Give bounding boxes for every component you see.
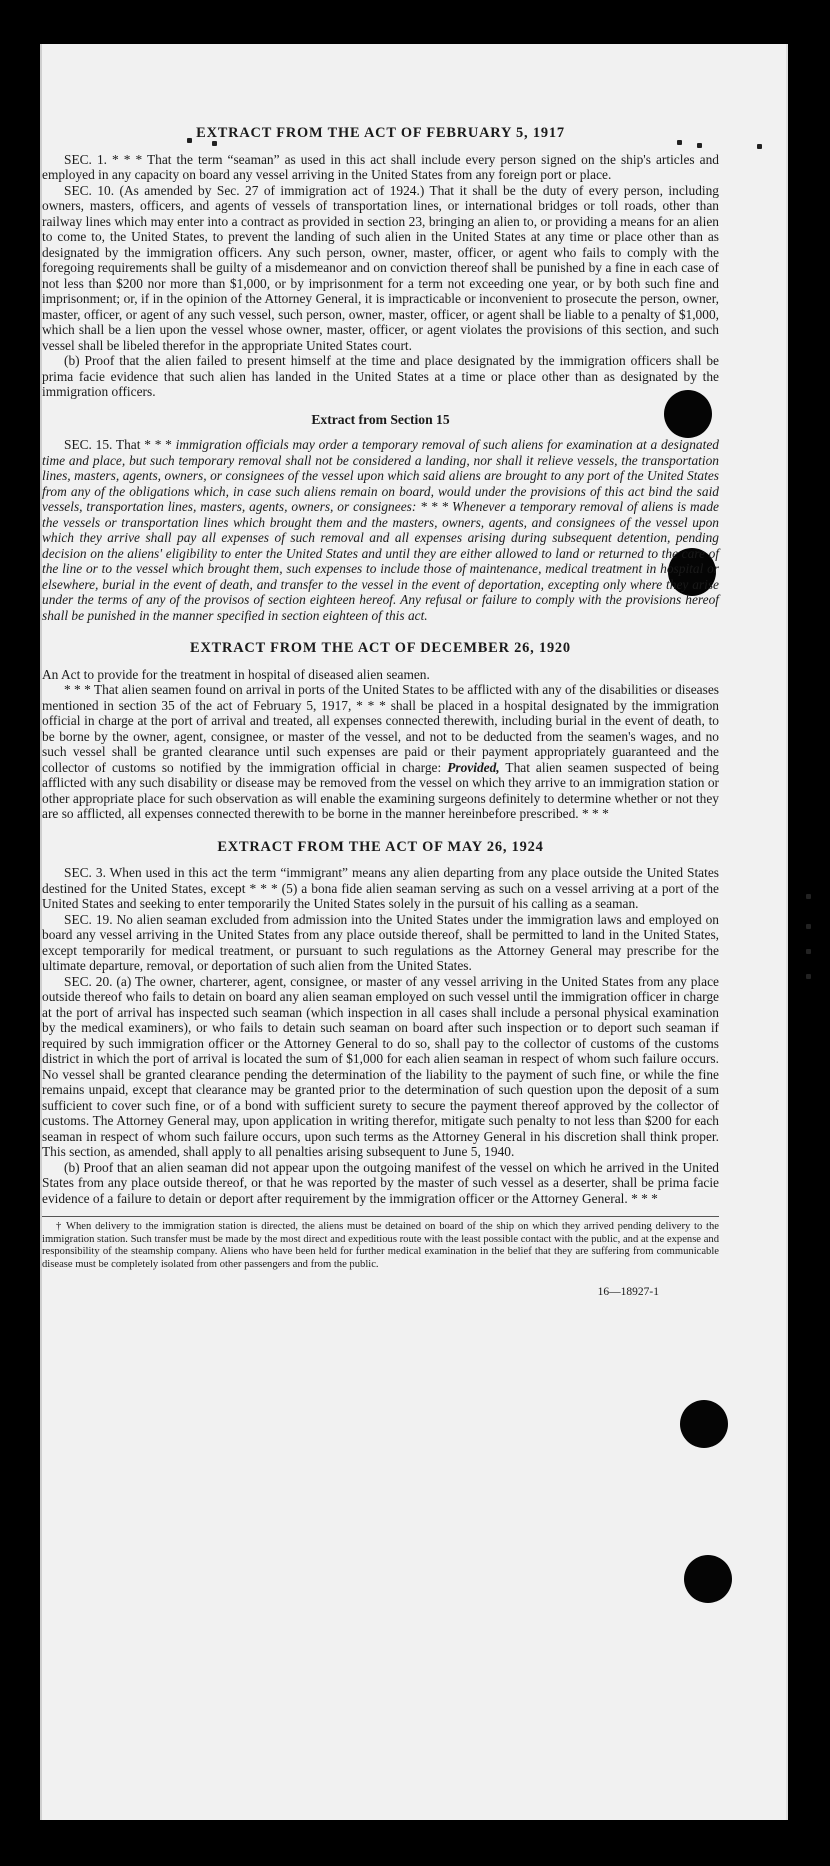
act-1920-paragraph	[42, 682, 719, 822]
punch-hole	[684, 1555, 732, 1603]
scan-mark	[806, 894, 811, 899]
heading-act-1920: EXTRACT FROM THE ACT OF DECEMBER 26, 1920	[190, 640, 571, 656]
section-1-paragraph: SEC. 1. * * * That the term “seaman” as used in this act shall include every person signed on the ship's articles and employed in any capacity on board any vessel arriving in the United States from any foreign port or place.	[42, 151, 719, 182]
act-1920-text-b: That alien seamen suspected of being afflicted with any such disability or disease may be removed from the vessel on which they arrive to an immigration station or other appropriate place for such observation as will enable the examining surgeons definitely to determine whether or not they are so afflicted, all expenses connected therewith to be borne in the manner hereinbefore prescribed. * * *	[42, 759, 719, 821]
punch-hole	[680, 1400, 728, 1448]
footnote-text: † When delivery to the immigration station is directed, the aliens must be detained on board of the ship on which they arrived pending delivery to the immigration station. Such transfer must be made by the most direct and expeditious route with the least possible contact with the public, and at the expense and responsibility of the steamship company. Aliens who have been held for further medical examination in the belief that they are suffering from communicable disease must be completely isolated from other passengers and from the public.	[42, 1221, 719, 1270]
heading-act-1917: EXTRACT FROM THE ACT OF FEBRUARY 5, 1917	[196, 125, 565, 141]
scan-mark	[806, 949, 811, 954]
form-code: 16—18927-1	[597, 1286, 659, 1299]
document-body	[42, 78, 719, 1301]
act-1920-text-a: * * * That alien seamen found on arrival in ports of the United States to be afflicted with any of the disabilities or diseases mentioned in section 35 of the act of February 5, 1917, * * * shall be placed in a hospital designated by the immigration official in charge at the port of arrival and treated, all expenses connected therewith, including burial in the event of death, to be borne by the owner, agent, consignee, or master of the vessel, and not to be deducted from the seamen's wages, and no such vessel shall be granted clearance until such expenses are paid or their payment appropriately guaranteed and the collector of customs so notified by the immigration official in charge:	[42, 682, 719, 775]
proviso-label: Provided,	[447, 759, 500, 775]
scan-mark	[757, 144, 762, 149]
section-15-text: immigration officials may order a temporary removal of such aliens for examination at a designated time and place, but such temporary removal shall not be considered a landing, nor shall it relieve vessels, the transportation lines, masters, agents, owners, or consignees of the vessel upon which said aliens are brought to any port of the United States from any of the obligations which, in case such aliens remain on board, would under the provisions of this act bind the said vessels, transportation lines, masters, agents, owners, or consignees: * * * Whenever a temporary removal of aliens is made the vessels or transportation lines which brought them and the masters, owners, agents, and consignees of the vessel upon which they arrive shall pay all expenses of such removal and all expenses arising during subsequent detention, pending decision on the aliens' eligibility to enter the United States and until they are either allowed to land or returned to the care of the line or to the vessel which brought them, such expenses to include those of maintenance, medical treatment in hospital or elsewhere, burial in the event of death, and transfer to the vessel in the event of deportation, excepting only where they arise under the terms of any of the provisos of section eighteen hereof. Any refusal or failure to comply with the provisions hereof shall be punished in the manner specified in section eighteen of this act.	[42, 437, 719, 623]
scan-mark	[806, 924, 811, 929]
footnote	[42, 1216, 719, 1271]
section-19-paragraph: SEC. 19. No alien seaman excluded from admission into the United States under the immigration laws and employed on board any vessel arriving in the United States from any place outside thereof, shall be permitted to land in the United States, except temporarily for medical treatment, or pursuant to such regulations as the Attorney General may prescribe for the ultimate departure, removal, or deportation of such alien from the United States.	[42, 911, 719, 973]
section-15-paragraph	[42, 437, 719, 623]
section-20a-paragraph: SEC. 20. (a) The owner, charterer, agent, consignee, or master of any vessel arriving in the United States from any place outside thereof who fails to detain on board any alien seaman employed on such vessel until the immigration officer in charge at the port of arrival has inspected such seaman (which inspection in all cases shall include a personal physical examination by the medical examiners), or who fails to detain such seaman on board after such inspection or to deport such seaman if required by such immigration officer or the Attorney General to do so, shall pay to the collector of customs of the customs district in which the port of arrival is located the sum of $1,000 for each alien seaman in respect of whom such failure occurs. No vessel shall be granted clearance pending the determination of the liability to the payment of such fine, or while the fine remains unpaid, except that clearance may be granted prior to the determination of such question upon the deposit of a sum sufficient to cover such fine, or of a bond with sufficient surety to secure the payment thereof approved by the collector of customs. The Attorney General may, upon application in writing therefor, mitigate such penalty to not less than $200 for each seaman in respect of whom such failure occurs, upon such terms as the Attorney General in his discretion shall think proper. This section, as amended, shall apply to all penalties arising subsequent to June 5, 1940.	[42, 973, 719, 1159]
scan-mark	[806, 974, 811, 979]
section-10b-paragraph: (b) Proof that the alien failed to present himself at the time and place designated by the immigration officers shall be prima facie evidence that such alien has landed in the United States at a time or place other than as designated by the immigration officers.	[42, 353, 719, 399]
section-10-paragraph: SEC. 10. (As amended by Sec. 27 of immigration act of 1924.) That it shall be the duty of every person, including owners, masters, officers, and agents of vessels of transportation lines, or international bridges or toll roads, other than railway lines which may enter into a contract as provided in section 23, bringing an alien to, or providing a means for an alien to come to, the United States, to prevent the landing of such alien in the United States at any time or place other than as designated by the immigration officers. Any such person, owner, master, officer, or agent who fails to comply with the foregoing requirements shall be guilty of a misdemeanor and on conviction thereof shall be punished by a fine in each case of not less than $200 nor more than $1,000, or by imprisonment for a term not exceeding one year, or by both such fine and imprisonment; or, if in the opinion of the Attorney General, it is impracticable or inconvenient to prosecute the person, owner, master, officer, or agent of any such vessel, such person, owner, master, officer, or agent shall be liable to a penalty of $1,000, which shall be a lien upon the vessel whose owner, master, officer, or agent violates the provisions of this section, and such vessel shall be libeled therefor in the appropriate United States court.	[42, 182, 719, 353]
heading-act-1924: EXTRACT FROM THE ACT OF MAY 26, 1924	[217, 838, 544, 855]
act-1920-title: An Act to provide for the treatment in hospital of diseased alien seamen.	[42, 666, 430, 682]
section-15-intro: SEC. 15. That * * *	[64, 437, 176, 452]
section-3-paragraph: SEC. 3. When used in this act the term “immigrant” means any alien departing from any place outside the United States destined for the United States, except * * * (5) a bona fide alien seaman serving as such on a vessel arriving at a port of the United States and seeking to enter temporarily the United States solely in the pursuit of his calling as a seaman.	[42, 865, 719, 911]
heading-section-15: Extract from Section 15	[311, 411, 450, 427]
section-20b-paragraph: (b) Proof that an alien seaman did not appear upon the outgoing manifest of the vessel on which he arrived in the United States from any place outside thereof, or that he was reported by the master of such vessel as a deserter, shall be prima facie evidence of a failure to detain or deport after requirement by the immigration officer or the Attorney General. * * *	[42, 1159, 719, 1206]
